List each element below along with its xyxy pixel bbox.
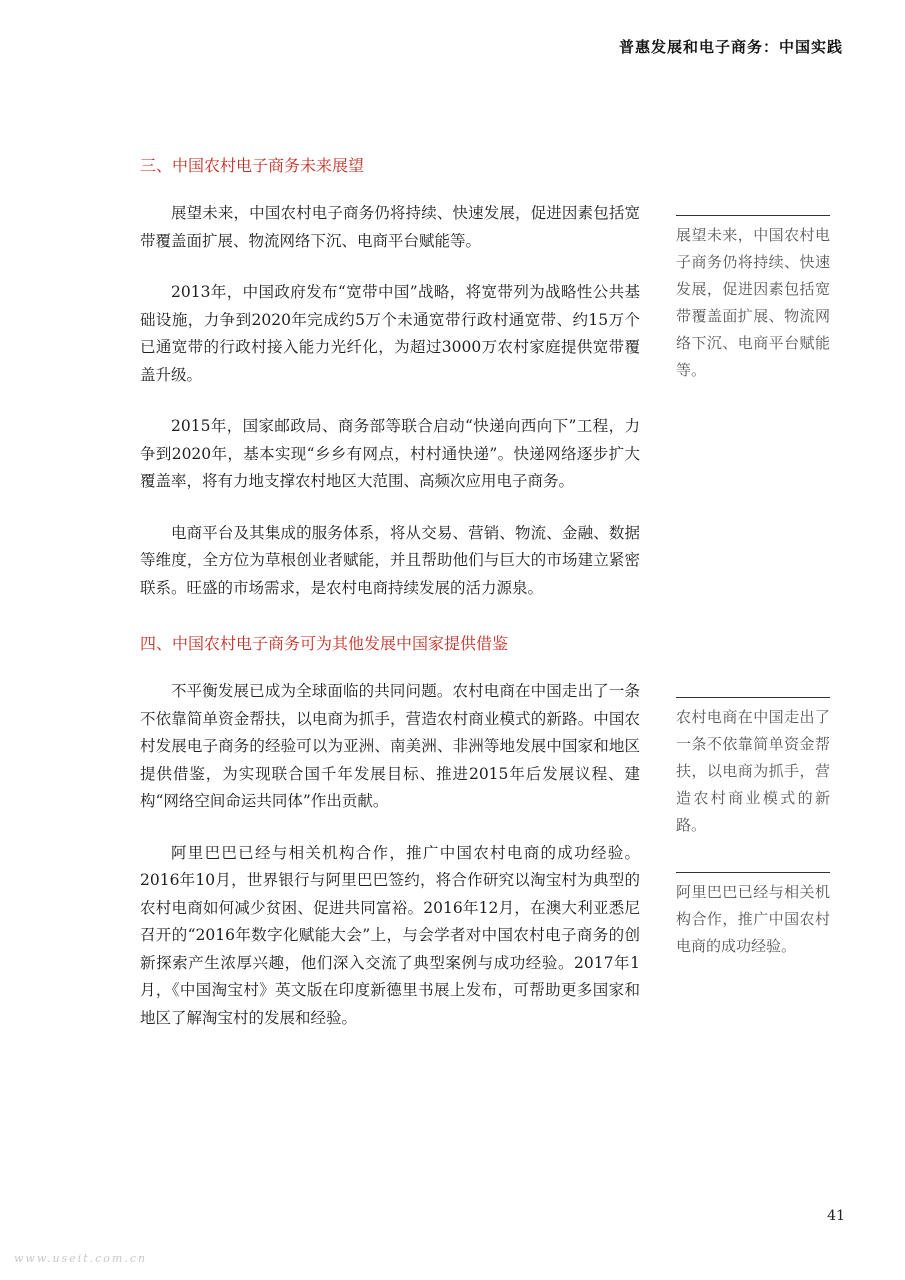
page-number: 41 [827, 1208, 845, 1224]
section-4-title: 四、中国农村电子商务可为其他发展中国家提供借鉴 [140, 634, 509, 653]
section-3-paragraph-2: 2013年，中国政府发布“宽带中国”战略，将宽带列为战略性公共基础设施，力争到2020年完成约5万个未通宽带行政村通宽带、约15万个已通宽带的行政村接入能力光纤化，为超过3000万农村家庭提供宽带覆盖升级。 [140, 283, 640, 384]
watermark-text: www.useit.com.cn [14, 1252, 148, 1265]
section-4-paragraph-1: 不平衡发展已成为全球面临的共同问题。农村电商在中国走出了一条不依靠简单资金帮扶，以电商为抓手，营造农村商业模式的新路。中国农村发展电子商务的经验可以为亚洲、南美洲、非洲等地发展中国家和地区提供借鉴，为实现联合国千年发展目标、推进2015年后发展议程、建构“网络空间命运共同体”作出贡献。 [140, 682, 640, 810]
section-3-paragraph-3: 2015年，国家邮政局、商务部等联合启动“快递向西向下”工程，力争到2020年，基本实现“乡乡有网点，村村通快递”。快递网络逐步扩大覆盖率，将有力地支撑农村地区大范围、高频次应用电子商务。 [140, 417, 640, 490]
section-4-paragraph-2: 阿里巴巴已经与相关机构合作，推广中国农村电商的成功经验。2016年10月，世界银行与阿里巴巴签约，将合作研究以淘宝村为典型的农村电商如何减少贫困、促进共同富裕。2016年12月，在澳大利亚悉尼召开的“2016年数字化赋能大会”上，与会学者对中国农村电子商务的创新探索产生浓厚兴趣，他们深入交流了典型案例与成功经验。2017年1月，《中国淘宝村》英文版在印度新德里书展上发布，可帮助更多国家和地区了解淘宝村的发展和经验。 [140, 843, 640, 1027]
sidebar-pull-quote-3: 阿里巴巴已经与相关机构合作，推广中国农村电商的成功经验。 [676, 872, 830, 960]
main-content [140, 152, 640, 1056]
sidebar-pull-quote-2: 农村电商在中国走出了一条不依靠简单资金帮扶，以电商为抓手，营造农村商业模式的新路。 [676, 697, 830, 839]
section-3-paragraph-4: 电商平台及其集成的服务体系，将从交易、营销、物流、金融、数据等维度，全方位为草根创业者赋能，并且帮助他们与巨大的市场建立紧密联系。旺盛的市场需求，是农村电商持续发展的活力源泉。 [140, 523, 640, 597]
section-3-title: 三、中国农村电子商务未来展望 [140, 156, 365, 175]
running-header-title: 普惠发展和电子商务：中国实践 [618, 38, 843, 56]
section-3-paragraph-1: 展望未来，中国农村电子商务仍将持续、快速发展，促进因素包括宽带覆盖面扩展、物流网络下沉、电商平台赋能等。 [140, 204, 640, 250]
sidebar-pull-quote-1: 展望未来，中国农村电子商务仍将持续、快速发展，促进因素包括宽带覆盖面扩展、物流网络下沉、电商平台赋能等。 [676, 215, 830, 384]
